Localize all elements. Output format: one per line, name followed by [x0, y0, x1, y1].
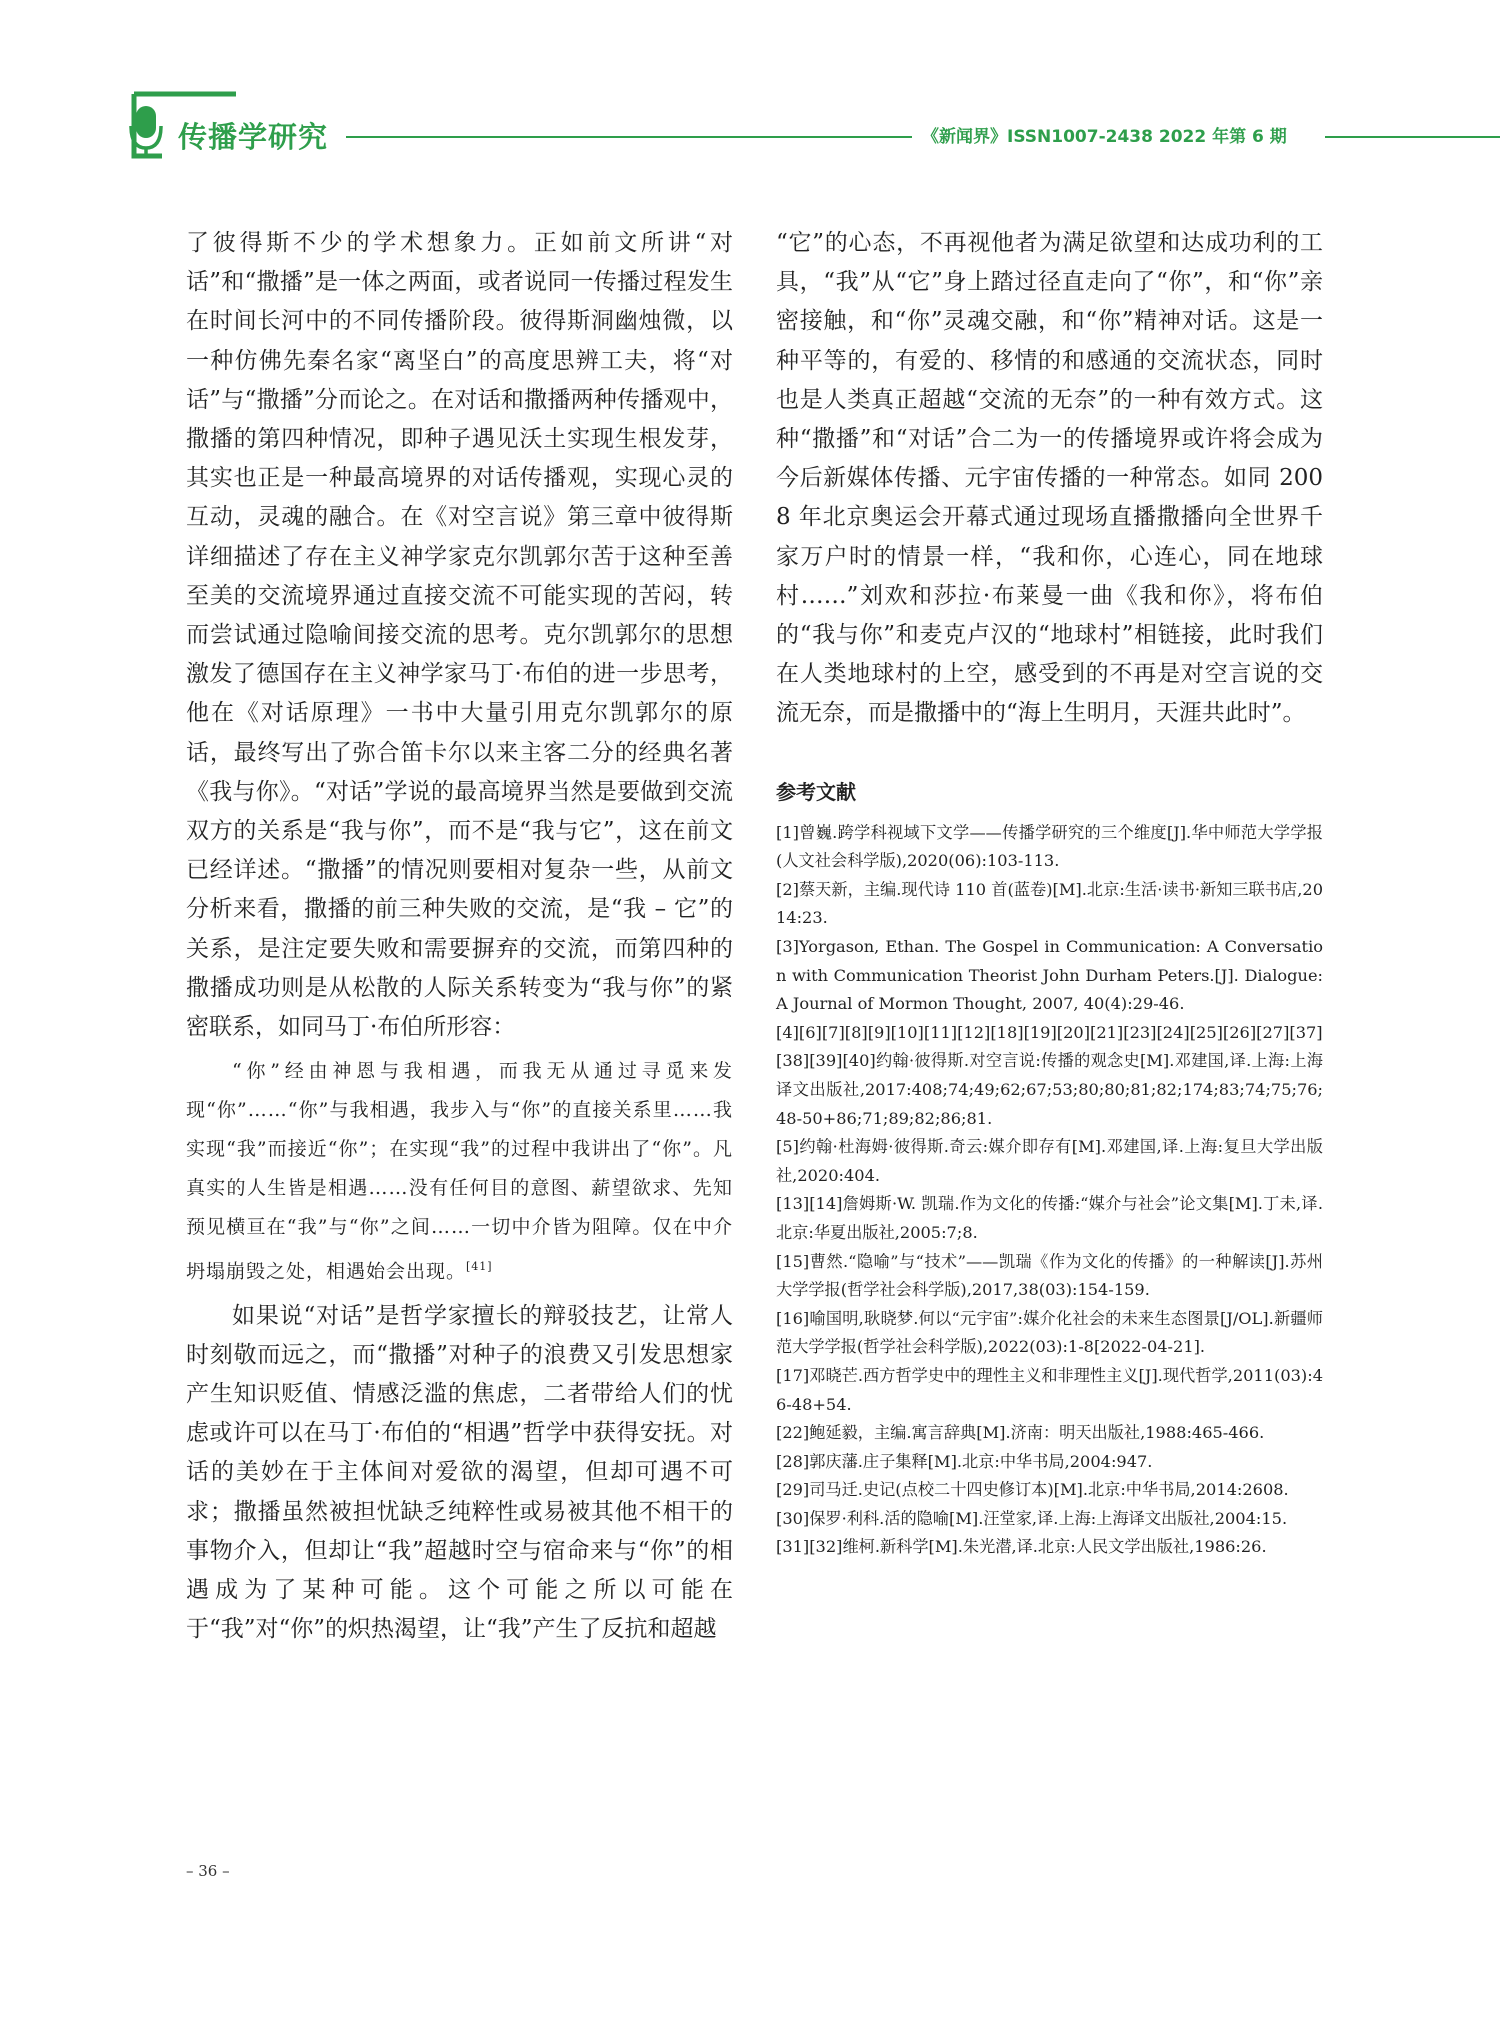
citation-marker: [41] [466, 1260, 493, 1274]
block-quote [186, 1052, 733, 1291]
page-number: – 36 – [186, 1862, 230, 1880]
body-paragraph: “它”的心态，不再视他者为满足欲望和达成功利的工具，“我”从“它”身上踏过径直走向了“你”，和“你”亲密接触，和“你”灵魂交融，和“你”精神对话。这是一种平等的，有爱的、移情的和感通的交流状态，同时也是人类真正超越“交流的无奈”的一种有效方式。这种“撒播”和“对话”合二为一的传播境界或许将会成为今后新媒体传播、元宇宙传播的一种常态。如同 2008 年北京奥运会开幕式通过现场直播撒播向全世界千家万户时的情景一样，“我和你，心连心，同在地球村……”刘欢和莎拉·布莱曼一曲《我和你》，将布伯的“我与你”和麦克卢汉的“地球村”相链接，此时我们在人类地球村的上空，感受到的不再是对空言说的交流无奈，而是撒播中的“海上生明月，天涯共此时”。 [776, 230, 1323, 727]
body-paragraph: 了彼得斯不少的学术想象力。正如前文所讲“对话”和“撒播”是一体之两面，或者说同一传播过程发生在时间长河中的不同传播阶段。彼得斯洞幽烛微，以一种仿佛先秦名家“离坚白”的高度思辨工夫，将“对话”与“撒播”分而论之。在对话和撒播两种传播观中，撒播的第四种情况，即种子遇见沃土实现生根发芽，其实也正是一种最高境界的对话传播观，实现心灵的互动，灵魂的融合。在《对空言说》第三章中彼得斯详细描述了存在主义神学家克尔凯郭尔苦于这种至善至美的交流境界通过直接交流不可能实现的苦闷，转而尝试通过隐喻间接交流的思考。克尔凯郭尔的思想激发了德国存在主义神学家马丁·布伯的进一步思考，他在《对话原理》一书中大量引用克尔凯郭尔的原话，最终写出了弥合笛卡尔以来主客二分的经典名著《我与你》。“对话”学说的最高境界当然是要做到交流双方的关系是“我与你”，而不是“我与它”，这在前文已经详述。“撒播”的情况则要相对复杂一些，从前文分析来看，撒播的前三种失败的交流，是“我 – 它”的关系，是注定要失败和需要摒弃的交流，而第四种的撒播成功则是从松散的人际关系转变为“我与你”的紧密联系，如同马丁·布伯所形容： [186, 230, 733, 1041]
reference-item: [2]蔡天新，主编.现代诗 110 首(蓝卷)[M].北京:生活·读书·新知三联书店,2014:23. [776, 879, 1323, 928]
reference-item: [29]司马迁.史记(点校二十四史修订本)[M].北京:中华书局,2014:2608. [776, 1480, 1289, 1500]
left-column [186, 224, 733, 1649]
reference-item: [5]约翰·杜海姆·彼得斯.奇云:媒介即存有[M].邓建国,译.上海:复旦大学出版社,2020:404. [776, 1137, 1323, 1185]
reference-item: [4][6][7][8][9][10][11][12][18][19][20][21][23][24][25][26][27][37][38][39][40]约翰·彼得斯.对空言说:传播的观念史[M].邓建国,译.上海:上海译文出版社,2017:408;74;49;62;67;53;80;80;81;82;174;83;74;75;76;48-50+86;71;89;82;86;81. [776, 1022, 1323, 1128]
right-column [776, 224, 1323, 1562]
section-title: 传播学研究 [178, 120, 329, 154]
references-heading: 参考文献 [776, 779, 856, 804]
reference-item: [17]邓晓芒.西方哲学史中的理性主义和非理性主义[J].现代哲学,2011(03):46-48+54. [776, 1365, 1323, 1414]
reference-item: [31][32]维柯.新科学[M].朱光潜,译.北京:人民文学出版社,1986:26. [776, 1537, 1267, 1557]
reference-item: [13][14]詹姆斯·W. 凯瑞.作为文化的传播:“媒介与社会”论文集[M].丁未,译.北京:华夏出版社,2005:7;8. [776, 1194, 1323, 1242]
reference-item: [3]Yorgason, Ethan. The Gospel in Communication: A Conversation with Communication Theorist John Durham Peters.[J]. Dialogue: A Journal of Mormon Thought, 2007, 40(4):29-46. [776, 937, 1323, 1014]
quote-text: “你”经由神恩与我相遇，而我无从通过寻觅来发现“你”……“你”与我相遇，我步入与“你”的直接关系里……我实现“我”而接近“你”；在实现“我”的过程中我讲出了“你”。凡真实的人生皆是相遇……没有任何目的意图、薪望欲求、先知预见横亘在“我”与“你”之间……一切中介皆为阻障。仅在中介坍塌崩毁之处，相遇始会出现。 [186, 1060, 733, 1283]
reference-item: [15]曹然.“隐喻”与“技术”——凯瑞《作为文化的传播》的一种解读[J].苏州大学学报(哲学社会科学版),2017,38(03):154-159. [776, 1251, 1323, 1300]
reference-item: [1]曾巍.跨学科视域下文学——传播学研究的三个维度[J].华中师范大学学报(人文社会科学版),2020(06):103-113. [776, 822, 1323, 871]
reference-item: [16]喻国明,耿晓梦.何以“元宇宙”:媒介化社会的未来生态图景[J/OL].新疆师范大学学报(哲学社会科学版),2022(03):1-8[2022-04-21]. [776, 1308, 1323, 1357]
header-rule-left [346, 136, 912, 138]
references-list [776, 819, 1323, 1562]
reference-item: [30]保罗·利科.活的隐喻[M].汪堂家,译.上海:上海译文出版社,2004:15. [776, 1508, 1288, 1528]
reference-item: [28]郭庆藩.庄子集释[M].北京:中华书局,2004:947. [776, 1451, 1153, 1471]
page-header [0, 0, 1500, 200]
reference-item: [22]鲍延毅，主编.寓言辞典[M].济南：明天出版社,1988:465-466. [776, 1423, 1265, 1443]
journal-info: 《新闻界》ISSN1007-2438 2022 年第 6 期 [922, 127, 1287, 147]
body-paragraph: 如果说“对话”是哲学家擅长的辩驳技艺，让常人时刻敬而远之，而“撒播”对种子的浪费又引发思想家产生知识贬值、情感泛滥的焦虑，二者带给人们的忧虑或许可以在马丁·布伯的“相遇”哲学中获得安抚。对话的美妙在于主体间对爱欲的渴望，但却可遇不可求；撒播虽然被担忧缺乏纯粹性或易被其他不相干的事物介入，但却让“我”超越时空与宿命来与“你”的相遇成为了某种可能。这个可能之所以可能在于“我”对“你”的炽热渴望，让“我”产生了反抗和超越 [186, 1302, 733, 1643]
header-rule-right [1325, 136, 1500, 138]
